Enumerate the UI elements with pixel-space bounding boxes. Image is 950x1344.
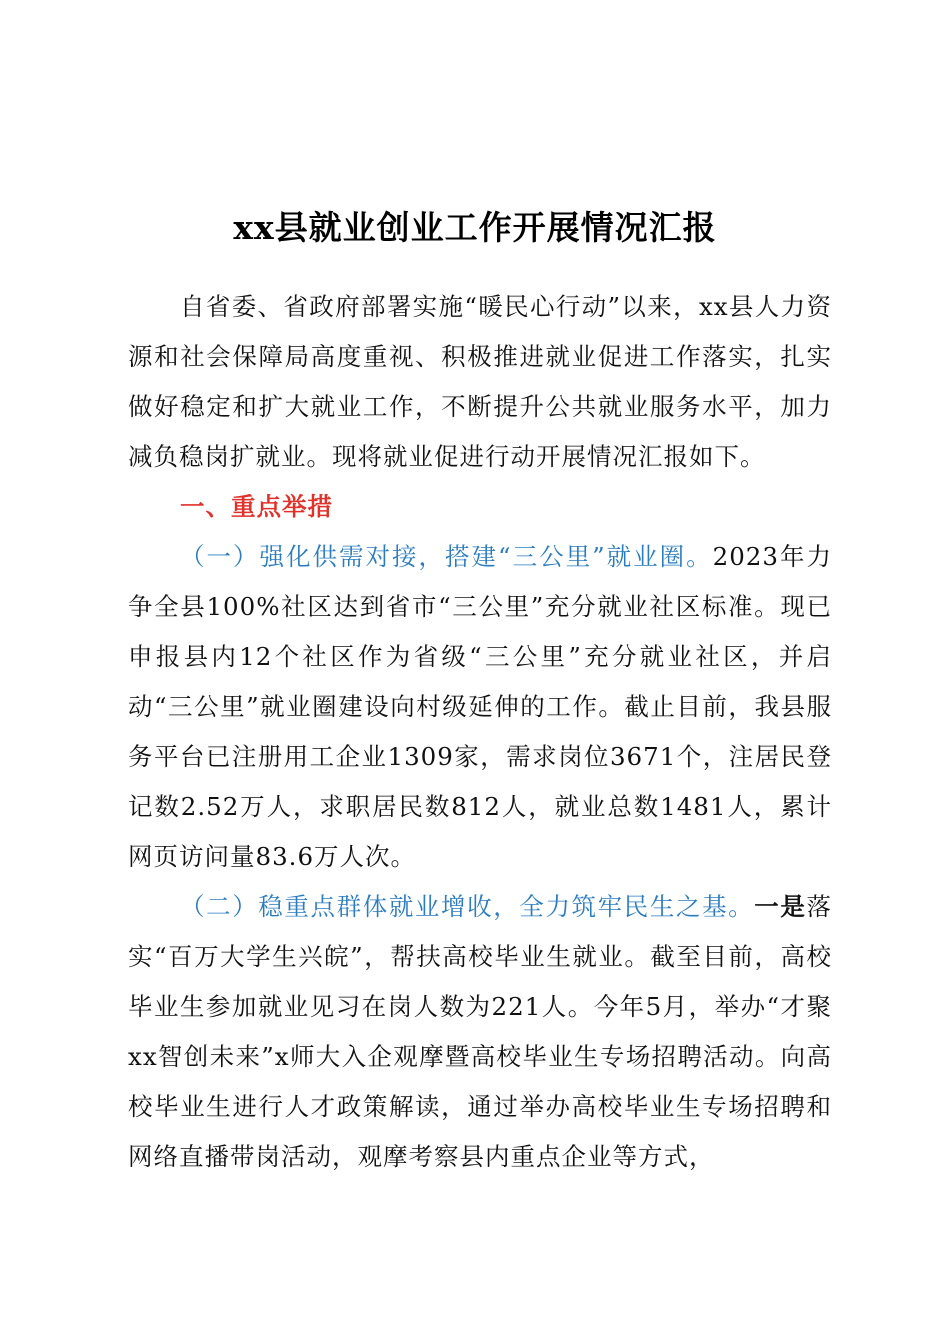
subsection-1-heading: （一）强化供需对接，搭建“三公里”就业圈。 xyxy=(180,542,713,571)
document-body xyxy=(128,282,832,1182)
intro-paragraph: 自省委、省政府部署实施“暖民心行动”以来，xx县人力资源和社会保障局高度重视、积极推进就业促进工作落实，扎实做好稳定和扩大就业工作，不断提升公共就业服务水平，加力减负稳岗扩就业。现将就业促进行动开展情况汇报如下。 xyxy=(128,292,832,471)
subsection-2-paragraph xyxy=(128,882,832,1182)
section-heading-text: 一、重点举措 xyxy=(180,492,333,521)
section-heading xyxy=(128,482,832,532)
subsection-2-heading: （二）稳重点群体就业增收，全力筑牢民生之基。 xyxy=(180,892,755,921)
subsection-2-text: 落实“百万大学生兴皖”，帮扶高校毕业生就业。截至目前，高校毕业生参加就业见习在岗人数为221人。今年5月，举办“才聚xx智创未来”x师大入企观摩暨高校毕业生专场招聘活动。向高校毕业生进行人才政策解读，通过举办高校毕业生专场招聘和网络直播带岗活动，观摩考察县内重点企业等方式， xyxy=(128,892,833,1171)
document-title: xx县就业创业工作开展情况汇报 xyxy=(233,208,717,247)
subsection-2-lead: 一是 xyxy=(754,892,807,921)
subsection-1-paragraph xyxy=(128,532,832,882)
subsection-1-text: 2023年力争全县100%社区达到省市“三公里”充分就业社区标准。现已申报县内12个社区作为省级“三公里”充分就业社区，并启动“三公里”就业圈建设向村级延伸的工作。截止目前，我县服务平台已注册用工企业1309家，需求岗位3671个，注居民登记数2.52万人，求职居民数812人，就业总数1481人，累计网页访问量83.6万人次。 xyxy=(128,542,832,871)
